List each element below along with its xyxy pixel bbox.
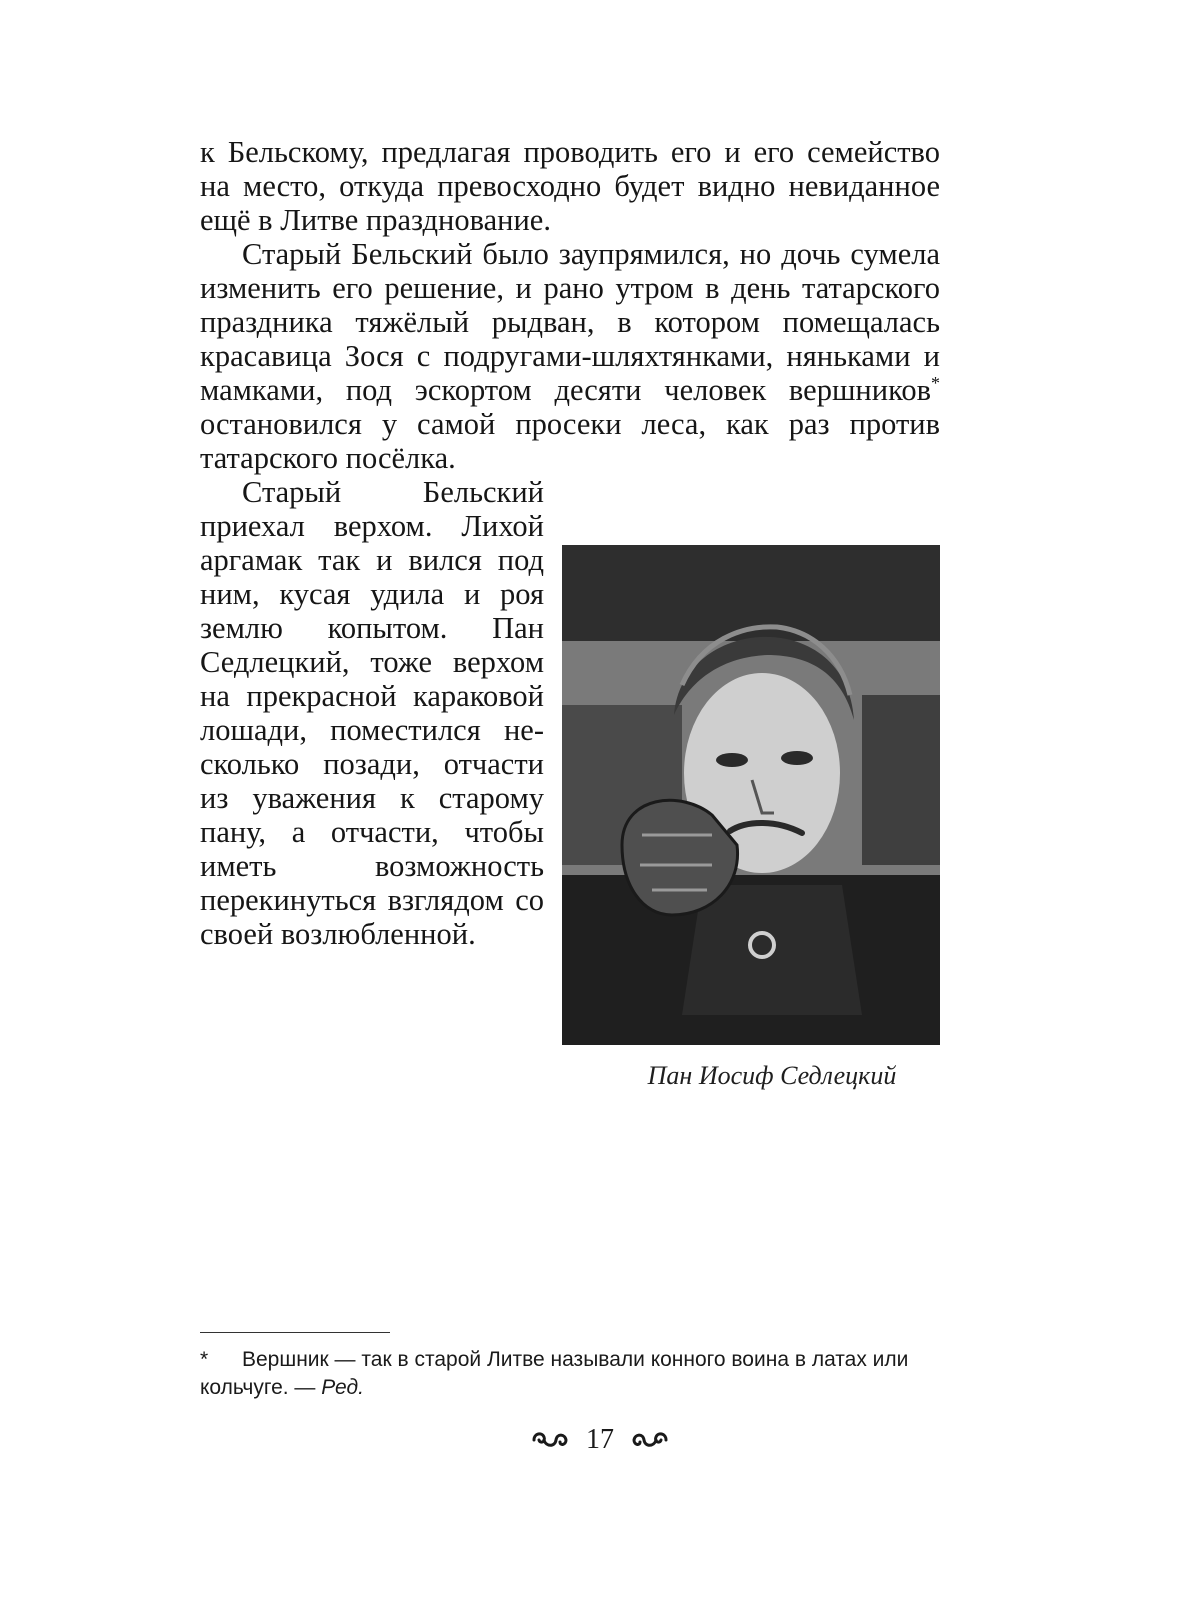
left-ornament-icon	[531, 1429, 569, 1451]
footnote-ref: *	[931, 372, 940, 393]
paragraph-2-text: Старый Бельский было заупрямился, но дочь сумела изменить его решение, и рано утром в день татарского праздника тяжёлый рыдван, в котором помещалась красавица Зося с подругами-шляхтянками, няньками и мамками, под эскортом десяти человек вершников	[200, 237, 940, 407]
body-text	[200, 135, 940, 1099]
paragraph-1: к Бельскому, предлагая проводить его и его семейство на место, откуда превосходно будет видно невиданное ещё в Литве празднование.	[200, 135, 940, 237]
footnote-marker: *	[200, 1348, 209, 1371]
illustration	[562, 545, 940, 1093]
paragraph-2-cont: остановился у самой просеки леса, как раз против татарского посёлка.	[200, 407, 940, 475]
paragraph-3-text: Старый Бельский приехал верхом. Лихой аргамак так и вился под ним, кусая удила и роя землю копытом. Пан Седлецкий, тоже верхом на прекрасной караковой лошади, поместился несколько позади, отчасти из уважения к старому пану, а отчасти, чтобы иметь возможность перекинуться взглядом со своей возлюбленной.	[200, 475, 544, 951]
figure-caption: Пан Иосиф Седлецкий	[647, 1061, 897, 1090]
right-ornament-icon	[631, 1429, 669, 1451]
footnote-text: Вершник — так в старой Литве называли конного воина в латах или кольчуге. —	[200, 1348, 909, 1399]
page-number: 17	[586, 1423, 614, 1455]
paragraph-2	[200, 237, 940, 475]
footnote	[200, 1346, 940, 1402]
page-number-row	[0, 1420, 1200, 1458]
portrait-image	[562, 545, 940, 1045]
paragraph-3	[200, 475, 940, 1090]
footnote-rule	[200, 1332, 390, 1333]
footnote-editor: Ред.	[321, 1376, 364, 1399]
